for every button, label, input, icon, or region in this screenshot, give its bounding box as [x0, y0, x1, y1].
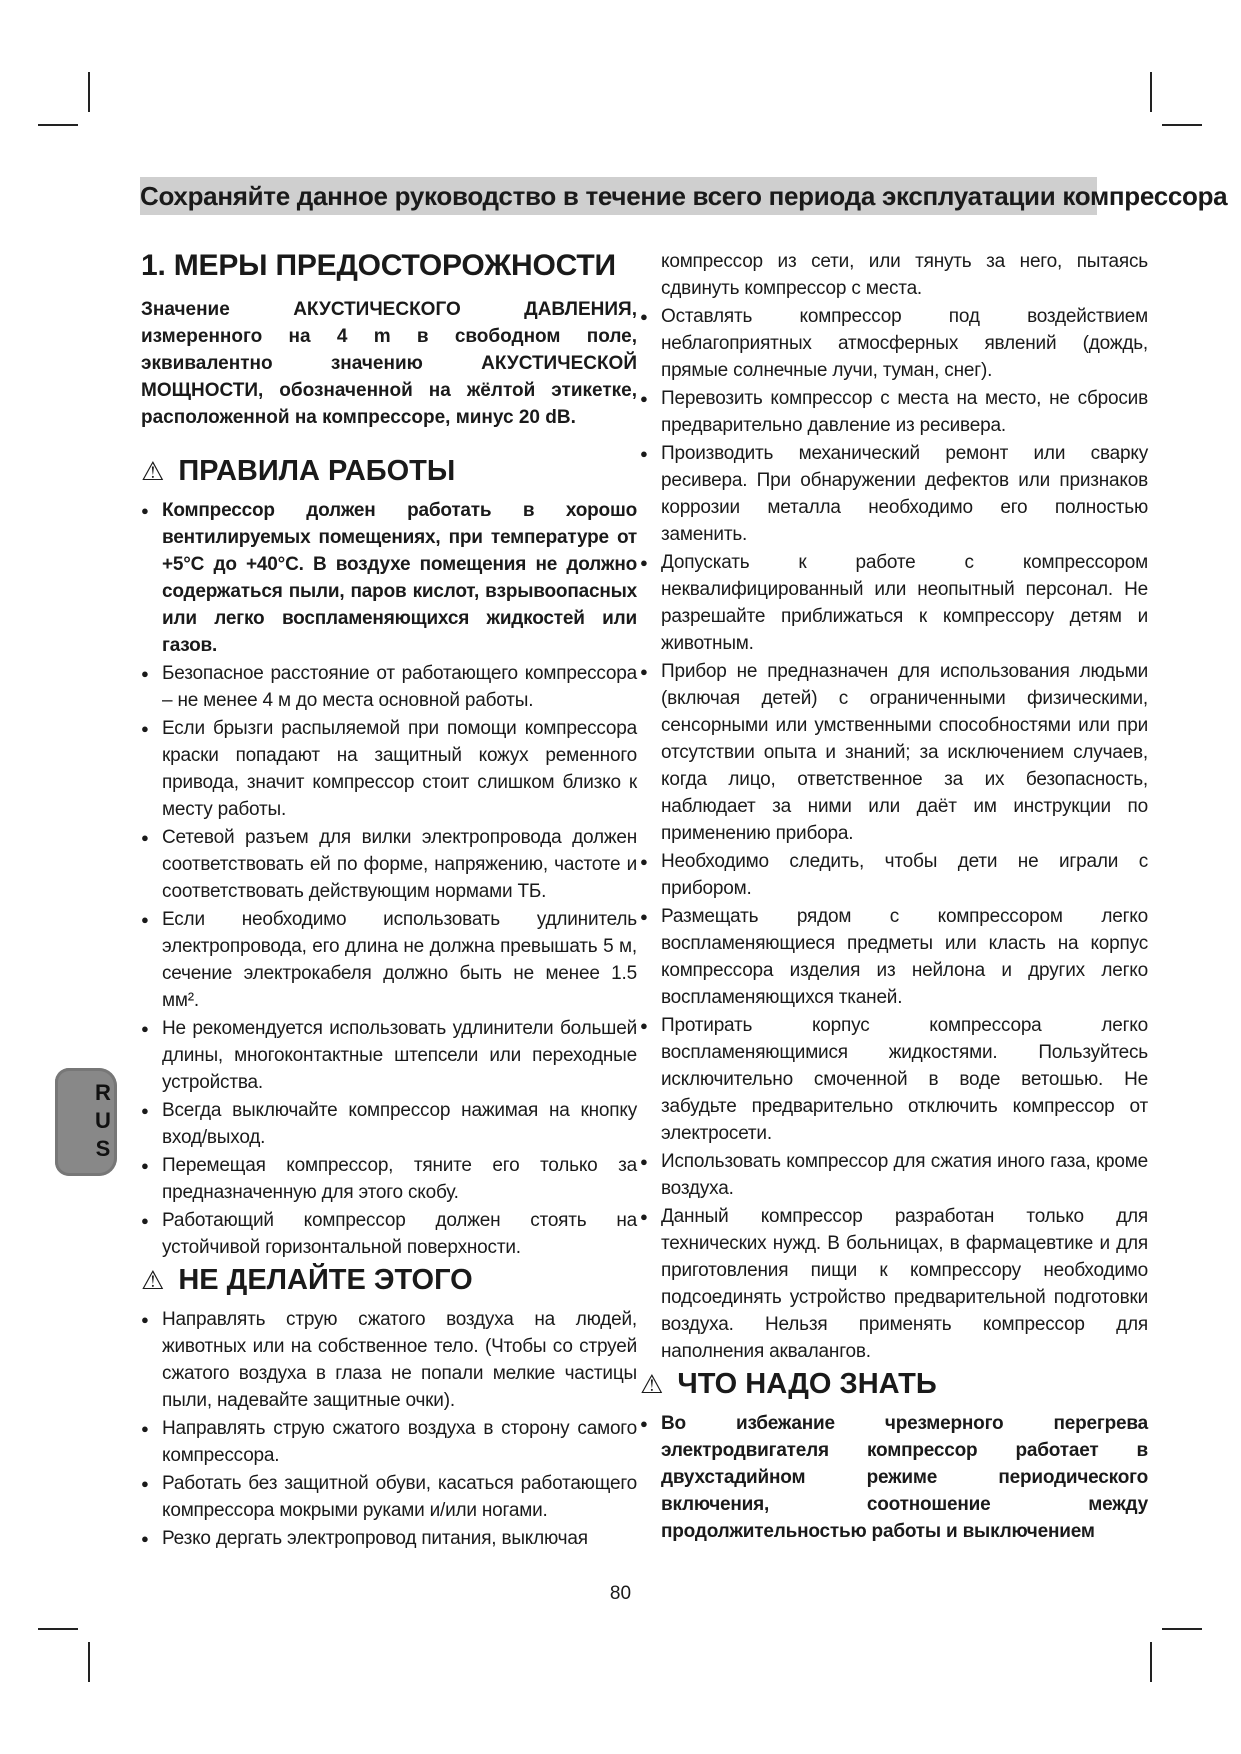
list-item: ● Прибор не предназначен для использования людьми (включая детей) с ограниченными физическими, сенсорными или умственными способностями или при отсутствии опыта и знаний; за исключением случаев, когда лицо, ответственное за их безопасность, наблюдает за ними или даёт им инструкции по применению прибора. — [640, 658, 1148, 847]
list-item: ● Оставлять компрессор под воздействием неблагоприятных атмосферных явлений (дождь, прямые солнечные лучи, туман, снег). — [640, 303, 1148, 384]
list-item: ● Допускать к работе с компрессором неквалифицированный или неопытный персонал. Не разрешайте приближаться к компрессору детям и животным. — [640, 549, 1148, 657]
page-number: 80 — [609, 1583, 632, 1604]
list-item: ● Резко дергать электропровод питания, выключая — [141, 1525, 637, 1552]
list-item: ● Сетевой разъем для вилки электропровода должен соответствовать ей по форме, напряжению, частоте и соответствовать действующим нормами ТБ. — [141, 824, 637, 905]
language-tab — [55, 1068, 117, 1176]
list-item: ● Данный компрессор разработан только для технических нужд. В больницах, в фармацевтике и для приготовления пищи к компрессору необходимо подсоединять устройство предварительной подготовки воздуха. Нельзя применять компрессор для наполнения аквалангов. — [640, 1203, 1148, 1365]
language-tab-letter: S — [95, 1136, 111, 1161]
list-item: ● Если брызги распыляемой при помощи компрессора краски попадают на защитный кожух ременного привода, значит компрессор стоит слишком близко к месту работы. — [141, 715, 637, 823]
list-item-continuation: компрессор из сети, или тянуть за него, пытаясь сдвинуть компрессор с места. — [661, 251, 1148, 299]
left-column — [141, 248, 637, 1553]
list-item: ● Размещать рядом с компрессором легко воспламеняющиеся предметы или класть на корпус компрессора изделия из нейлона и других легко воспламеняющихся тканей. — [640, 903, 1148, 1011]
warning-icon: ⚠ — [141, 456, 165, 486]
crop-mark — [88, 1642, 90, 1682]
know-list — [640, 1410, 1148, 1545]
dont-title: НЕ ДЕЛАЙТЕ ЭТОГО — [178, 1264, 473, 1296]
list-item: ● Компрессор должен работать в хорошо вентилируемых помещениях, при температуре от +5°C до +40°C. В воздухе помещения не должно содержаться пыли, паров кислот, взрывоопасных или легко воспламеняющихся жидкостей или газов. — [141, 497, 637, 659]
crop-mark — [88, 72, 90, 112]
list-item: ● Необходимо следить, чтобы дети не играли с прибором. — [640, 848, 1148, 902]
know-heading — [640, 1366, 1148, 1402]
language-tab-letter: R — [95, 1080, 111, 1105]
list-item: ● Производить механический ремонт или сварку ресивера. При обнаружении дефектов или признаков коррозии металла необходимо его полностью заменить. — [640, 440, 1148, 548]
list-item: ● Работать без защитной обуви, касаться работающего компрессора мокрыми руками и/или ногами. — [141, 1470, 637, 1524]
know-title: ЧТО НАДО ЗНАТЬ — [677, 1368, 937, 1400]
language-tab-letter: U — [95, 1108, 111, 1133]
list-item: ● Перемещая компрессор, тяните его только за предназначенную для этого скобу. — [141, 1152, 637, 1206]
list-item: ● Протирать корпус компрессора легко воспламеняющимися жидкостями. Пользуйтесь исключительно смоченной в воде ветошью. Не забудьте предварительно отключить компрессор от электросети. — [640, 1012, 1148, 1147]
list-item: ● Направлять струю сжатого воздуха на людей, животных или на собственное тело. (Чтобы со струей сжатого воздуха в глаза не попали мелкие частицы пыли, надевайте защитные очки). — [141, 1306, 637, 1414]
list-item: ● Направлять струю сжатого воздуха в сторону самого компрессора. — [141, 1415, 637, 1469]
crop-mark — [1162, 1628, 1202, 1630]
rules-list — [141, 497, 637, 1261]
list-item: ● Во избежание чрезмерного перегрева электродвигателя компрессор работает в двухстадийном режиме периодического включения, соотношение между продолжительностью работы и выключением — [640, 1410, 1148, 1545]
crop-mark — [1150, 72, 1152, 112]
rules-heading — [141, 453, 637, 489]
warning-icon: ⚠ — [141, 1265, 165, 1295]
intro-paragraph: Значение АКУСТИЧЕСКОГО ДАВЛЕНИЯ, измеренного на 4 m в свободном поле, эквивалентно значению АКУСТИЧЕСКОЙ МОЩНОСТИ, обозначенной на жёлтой этикетке, расположенной на компрессоре, минус 20 dB. — [141, 299, 637, 428]
list-item: ● Использовать компрессор для сжатия иного газа, кроме воздуха. — [640, 1148, 1148, 1202]
list-item: ● Работающий компрессор должен стоять на устойчивой горизонтальной поверхности. — [141, 1207, 637, 1261]
right-column — [640, 248, 1148, 1546]
header-banner: Сохраняйте данное руководство в течение всего периода эксплуатации компрессора — [140, 177, 1097, 215]
list-item: ● Всегда выключайте компрессор нажимая на кнопку вход/выход. — [141, 1097, 637, 1151]
list-item: ● Если необходимо использовать удлинитель электропровода, его длина не должна превышать 5 м, сечение электрокабеля должно быть не менее 1.5 мм². — [141, 906, 637, 1014]
crop-mark — [38, 124, 78, 126]
rules-title: ПРАВИЛА РАБОТЫ — [178, 455, 456, 487]
crop-mark — [1150, 1642, 1152, 1682]
dont-list-continued — [640, 303, 1148, 1365]
crop-mark — [1162, 124, 1202, 126]
warning-icon: ⚠ — [640, 1369, 664, 1399]
dont-heading — [141, 1262, 637, 1298]
list-item: ● Не рекомендуется использовать удлинители большей длины, многоконтактные штепсели или переходные устройства. — [141, 1015, 637, 1096]
list-item: ● Безопасное расстояние от работающего компрессора – не менее 4 м до места основной работы. — [141, 660, 637, 714]
section-title: 1. МЕРЫ ПРЕДОСТОРОЖНОСТИ — [141, 249, 616, 282]
dont-list — [141, 1306, 637, 1552]
list-item: ● Перевозить компрессор с места на место, не сбросив предварительно давление из ресивера. — [640, 385, 1148, 439]
crop-mark — [38, 1628, 78, 1630]
